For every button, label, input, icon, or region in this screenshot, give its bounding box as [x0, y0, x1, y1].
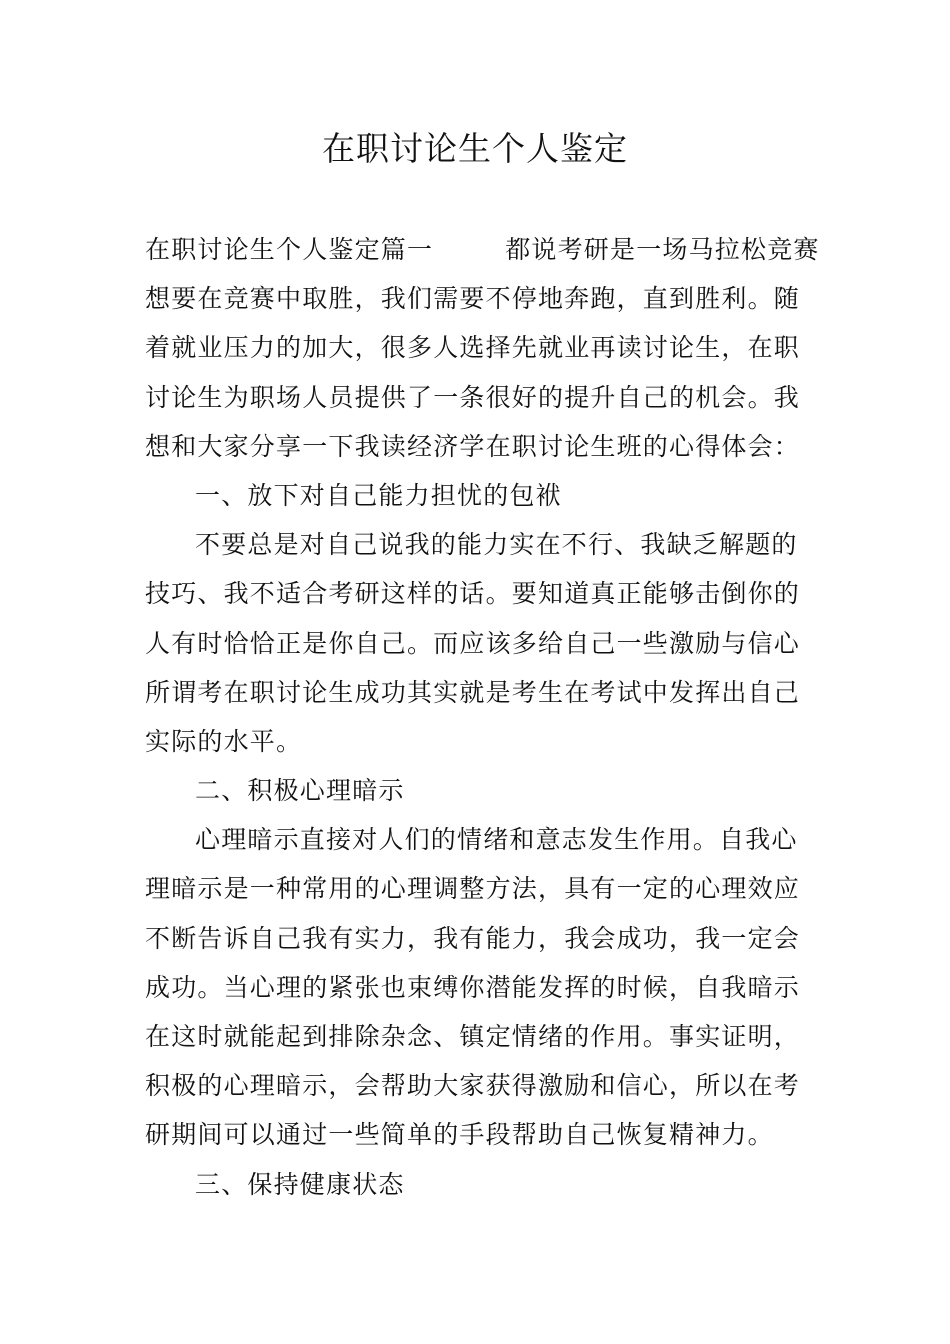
- section2-line: 在这时就能起到排除杂念、镇定情绪的作用。事实证明，: [145, 1022, 801, 1051]
- intro-heading: 在职讨论生个人鉴定篇一: [145, 235, 434, 264]
- document-title: 在职讨论生个人鉴定: [322, 129, 628, 168]
- section2-line: 不断告诉自己我有实力，我有能力，我会成功，我一定会: [145, 923, 801, 953]
- document-body: [145, 225, 820, 1209]
- intro-line: 着就业压力的加大，很多人选择先就业再读讨论生，在职: [145, 333, 801, 363]
- section2-line: 积极的心理暗示，会帮助大家获得激励和信心，所以在考: [145, 1071, 801, 1101]
- section-heading-3: 三、保持健康状态: [195, 1169, 405, 1199]
- intro-line: 想和大家分享一下我读经济学在职讨论生班的心得体会：: [145, 431, 801, 461]
- intro-line: 想要在竞赛中取胜，我们需要不停地奔跑，直到胜利。随: [145, 284, 801, 314]
- section-heading-1: 一、放下对自己能力担忧的包袱: [195, 480, 562, 510]
- section2-line: 理暗示是一种常用的心理调整方法，具有一定的心理效应: [145, 874, 801, 904]
- section1-line: 技巧、我不适合考研这样的话。要知道真正能够击倒你的: [145, 579, 801, 609]
- intro-first-line: [145, 225, 820, 274]
- section1-line: 实际的水平。: [145, 726, 303, 756]
- section2-line: 心理暗示直接对人们的情绪和意志发生作用。自我心: [195, 825, 798, 855]
- section1-line: 所谓考在职讨论生成功其实就是考生在考试中发挥出自己: [145, 677, 801, 707]
- section1-line: 人有时恰恰正是你自己。而应该多给自己一些激励与信心: [145, 628, 801, 658]
- section2-line: 研期间可以通过一些简单的手段帮助自己恢复精神力。: [145, 1120, 774, 1150]
- section-heading-2: 二、积极心理暗示: [195, 776, 405, 806]
- section1-line: 不要总是对自己说我的能力实在不行、我缺乏解题的: [195, 530, 798, 560]
- intro-line: 都说考研是一场马拉松竞赛: [505, 235, 820, 264]
- intro-line: 讨论生为职场人员提供了一条很好的提升自己的机会。我: [145, 382, 801, 412]
- section2-line: 成功。当心理的紧张也束缚你潜能发挥的时候，自我暗示: [145, 972, 801, 1002]
